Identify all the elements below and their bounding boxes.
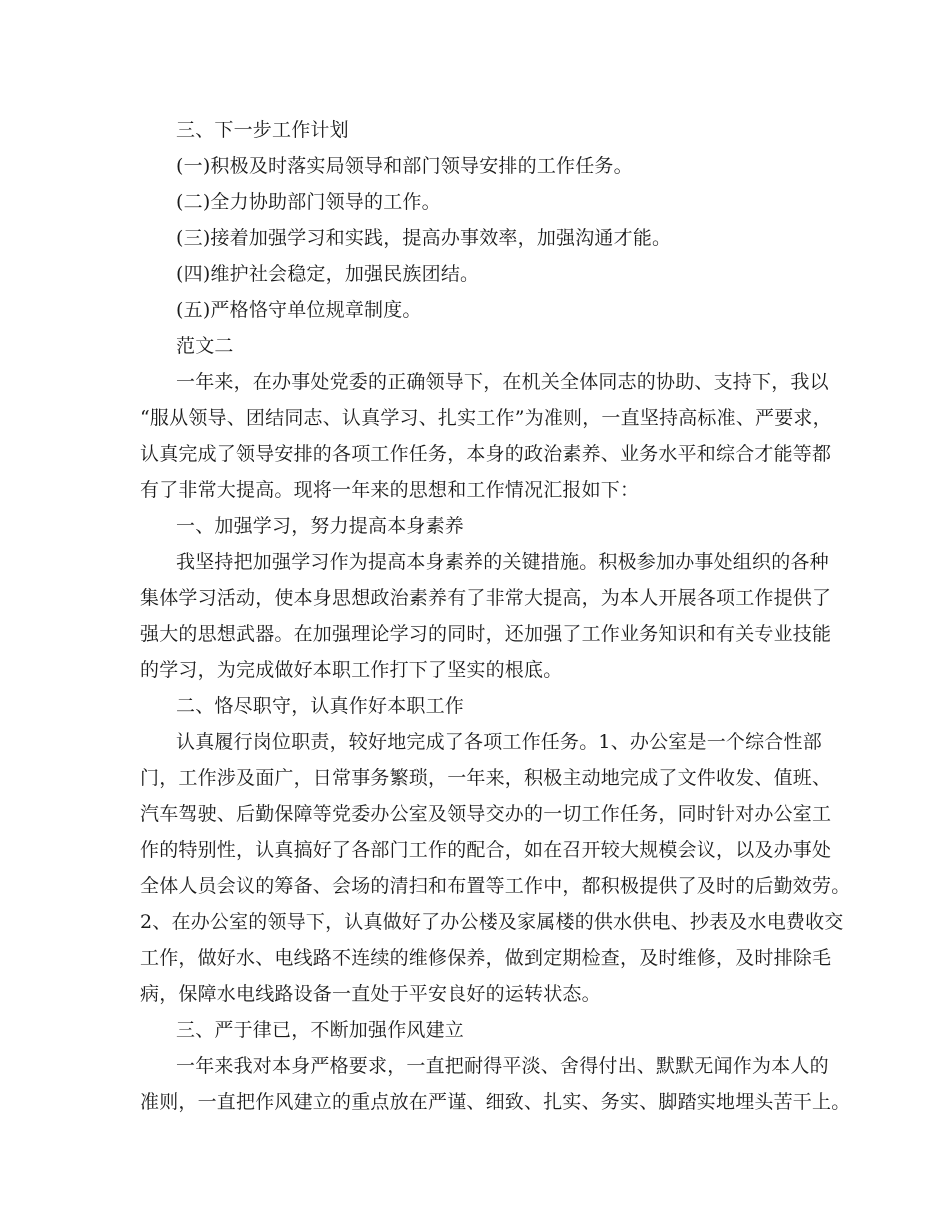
plan-item-5: (五)严格恪守单位规章制度。 [176, 299, 422, 321]
plan-item-4: (四)维护社会稳定，加强民族团结。 [176, 263, 480, 285]
paragraph-line: 一年来，在办事处党委的正确领导下，在机关全体同志的协助、支持下，我以 [176, 371, 829, 393]
sample-heading: 范文二 [176, 335, 234, 357]
paragraph-line: 认真完成了领导安排的各项工作任务，本身的政治素养、业务水平和综合才能等都 [140, 443, 832, 465]
document-body [140, 112, 851, 1120]
paragraph-line: 2、在办公室的领导下，认真做好了办公楼及家属楼的供水供电、抄表及水电费收交 [140, 911, 844, 933]
paragraph-line: 门，工作涉及面广，日常事务繁琐，一年来，积极主动地完成了文件收发、值班、 [140, 767, 832, 789]
paragraph-line: 我坚持把加强学习作为提高本身素养的关键措施。积极参加办事处组织的各种 [176, 551, 829, 573]
section-heading-duty: 二、恪尽职守，认真作好本职工作 [176, 695, 465, 717]
paragraph-line: 强大的思想武器。在加强理论学习的同时，还加强了工作业务知识和有关专业技能 [140, 623, 832, 645]
paragraph-line: “服从领导、团结同志、认真学习、扎实工作”为准则，一直坚持高标准、严要求， [140, 407, 832, 429]
paragraph-line: 的学习，为完成做好本职工作打下了坚实的根底。 [140, 659, 563, 681]
plan-item-2: (二)全力协助部门领导的工作。 [176, 191, 441, 213]
section-heading-discipline: 三、严于律已，不断加强作风建立 [176, 1019, 465, 1041]
paragraph-line: 工作，做好水、电线路不连续的维修保养，做到定期检查，及时维修，及时排除毛 [140, 947, 832, 969]
paragraph-line: 全体人员会议的筹备、会场的清扫和布置等工作中，都积极提供了及时的后勤效劳。 [140, 875, 851, 897]
paragraph-line: 一年来我对本身严格要求，一直把耐得平淡、舍得付出、默默无闻作为本人的 [176, 1055, 829, 1077]
paragraph-line: 有了非常大提高。现将一年来的思想和工作情况汇报如下： [140, 479, 640, 501]
section-heading-study: 一、加强学习，努力提高本身素养 [176, 515, 465, 537]
paragraph-line: 认真履行岗位职责，较好地完成了各项工作任务。1、办公室是一个综合性部 [176, 731, 822, 753]
plan-item-1: (一)积极及时落实局领导和部门领导安排的工作任务。 [176, 155, 633, 177]
plan-item-3: (三)接着加强学习和实践，提高办事效率，加强沟通才能。 [176, 227, 672, 249]
paragraph-line: 汽车驾驶、后勤保障等党委办公室及领导交办的一切工作任务，同时针对办公室工 [140, 803, 832, 825]
paragraph-line: 集体学习活动，使本身思想政治素养有了非常大提高，为本人开展各项工作提供了 [140, 587, 832, 609]
paragraph-line: 作的特别性，认真搞好了各部门工作的配合，如在召开较大规模会议，以及办事处 [140, 839, 832, 861]
section-heading-next-plan: 三、下一步工作计划 [176, 119, 349, 141]
paragraph-line: 病，保障水电线路设备一直处于平安良好的运转状态。 [140, 983, 601, 1005]
paragraph-line: 准则，一直把作风建立的重点放在严谨、细致、扎实、务实、脚踏实地埋头苦干上。 [140, 1091, 851, 1113]
